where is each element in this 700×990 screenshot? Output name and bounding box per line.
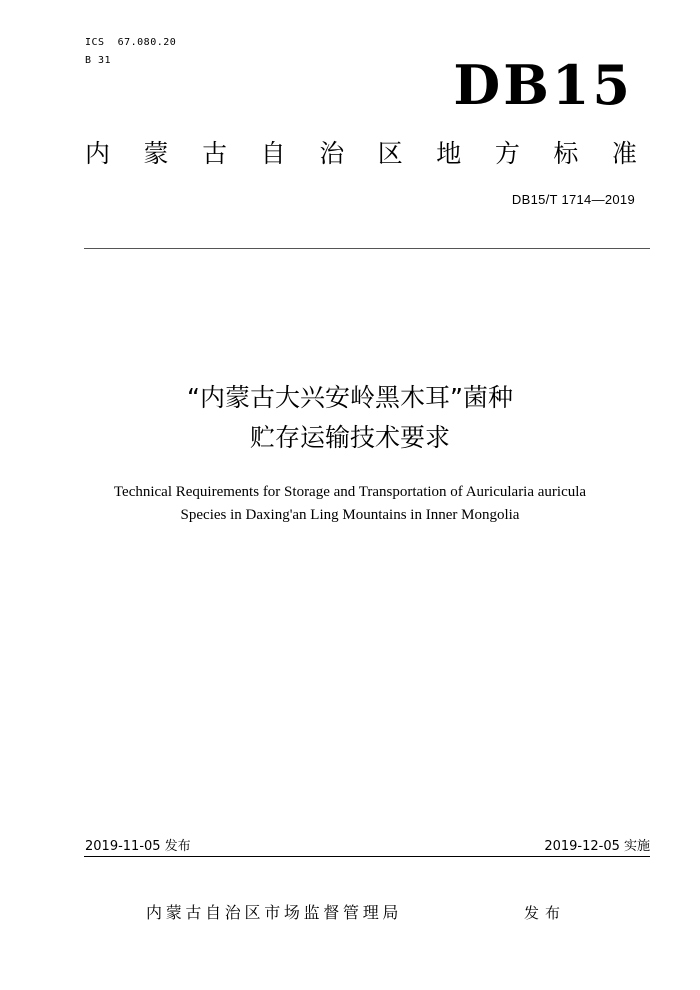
chinese-title	[0, 378, 700, 458]
chinese-title-line-2: 贮存运输技术要求	[249, 423, 450, 452]
chinese-title-line-1: “内蒙古大兴安岭黑木耳”菌种	[187, 383, 513, 412]
standard-type-char: 古	[202, 139, 228, 168]
standard-type-char: 地	[436, 139, 462, 168]
ics-code: ICS 67.080.20	[85, 37, 177, 48]
standard-type-heading	[85, 137, 637, 171]
standard-type-char: 治	[319, 139, 345, 168]
standard-type-char: 蒙	[143, 139, 169, 168]
standard-type-char: 标	[553, 139, 579, 168]
header-divider	[84, 248, 650, 249]
english-title-line-1: Technical Requirements for Storage and Transportation of Auricularia auricula	[113, 484, 587, 500]
standard-number: DB15/T 1714—2019	[511, 192, 635, 207]
ccs-code: B 31	[85, 55, 112, 66]
standard-type-char: 方	[494, 139, 520, 168]
footer-divider	[84, 856, 650, 857]
issuing-authority: 内蒙古自治区市场监督管理局	[146, 903, 403, 922]
standard-type-char: 区	[377, 139, 403, 168]
implementation-date: 2019-12-05 实施	[544, 839, 650, 854]
english-title	[0, 481, 700, 527]
standard-type-char: 自	[260, 139, 286, 168]
issue-date: 2019-11-05 发布	[85, 839, 191, 854]
standard-type-char: 准	[611, 139, 637, 168]
standard-type-char: 内	[85, 139, 111, 168]
publish-label: 发布	[524, 904, 567, 922]
standard-code-logo: DB15	[453, 53, 633, 117]
english-title-line-2: Species in Daxing'an Ling Mountains in Inner Mongolia	[180, 507, 520, 523]
